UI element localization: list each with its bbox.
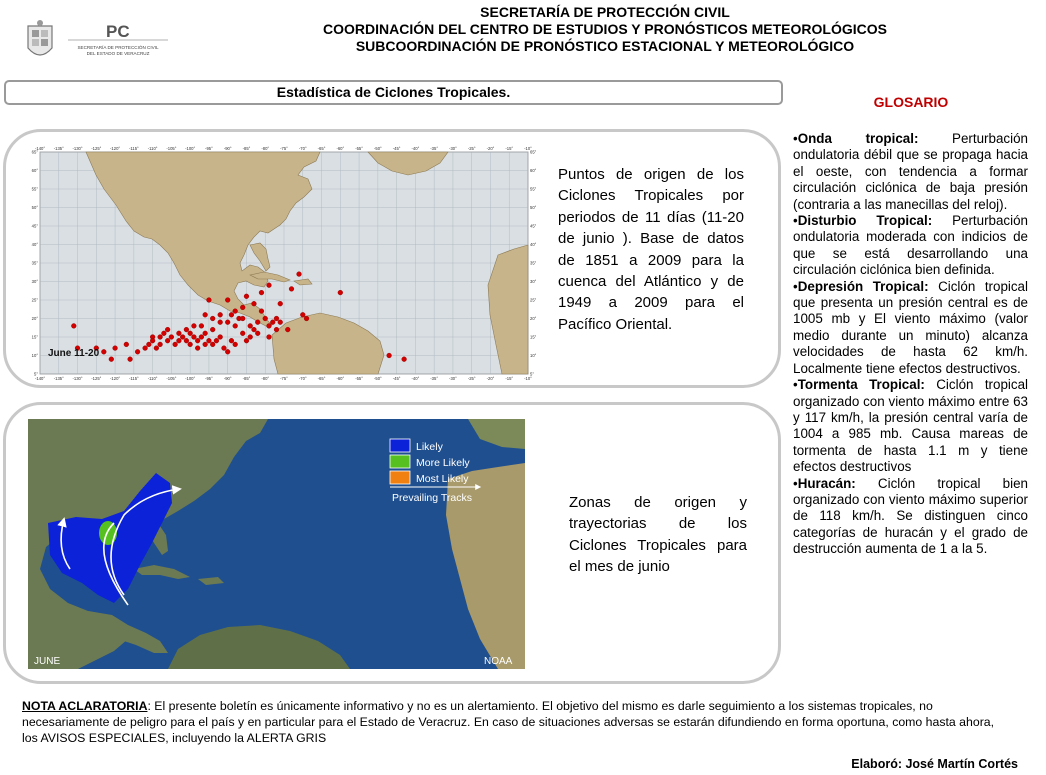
origin-dot	[195, 338, 200, 343]
origin-dot	[169, 335, 174, 340]
origin-dot	[240, 316, 245, 321]
legend-more-likely: More Likely	[416, 457, 470, 469]
lon-tick-label: -10°	[524, 376, 532, 381]
map-source-label: NOAA	[484, 656, 513, 667]
origin-dot	[285, 327, 290, 332]
origin-dot	[203, 312, 208, 317]
lon-tick-label: -25°	[467, 376, 476, 381]
glossary-entry: •Onda tropical: Perturbación ondulatoria débil que se propaga hacia el oeste, con tendencia a formar circulación ciclónica de baja presión (contraria a las manecillas del reloj).	[793, 131, 1028, 212]
origin-dot	[158, 335, 163, 340]
origin-dot	[252, 301, 257, 306]
origin-dot	[135, 349, 140, 354]
origin-dot	[289, 287, 294, 292]
origin-dot	[278, 301, 283, 306]
genesis-zones-map	[28, 419, 525, 669]
origin-dot	[338, 290, 343, 295]
lon-tick-label: -140°	[34, 376, 46, 381]
lat-tick-label: 10°	[31, 353, 38, 358]
map-period-label: June 11-20	[48, 348, 100, 359]
pc-logo	[22, 18, 172, 68]
origin-dot	[188, 331, 193, 336]
lon-tick-label: -30°	[449, 376, 457, 381]
origin-dot	[278, 320, 283, 325]
origin-dot	[203, 342, 208, 347]
lat-tick-label: 25°	[530, 297, 537, 303]
map-month-label: JUNE	[34, 656, 61, 667]
author-credit: Elaboró: José Martín Cortés	[851, 757, 1018, 771]
origin-dot	[158, 342, 163, 347]
glossary-term: Depresión Tropical:	[797, 278, 929, 294]
lon-tick-label: -30°	[449, 146, 457, 151]
origin-dot	[255, 331, 260, 336]
header-line-1: SECRETARÍA DE PROTECCIÓN CIVIL	[480, 4, 730, 20]
origin-dot	[300, 312, 305, 317]
lon-tick-label: -65°	[317, 146, 326, 151]
lon-tick-label: -130°	[72, 376, 83, 381]
lat-tick-label: 30°	[530, 279, 537, 284]
lon-tick-label: -35°	[430, 146, 439, 151]
lat-tick-label: 10°	[530, 353, 537, 358]
origin-dot	[161, 331, 166, 336]
lon-tick-label: -125°	[91, 146, 102, 151]
glossary-definition: Ciclón tropical organizado con viento máximo entre 63 y 117 km/h, la presión central varía de 1004 a 985 mb. Causa mareas de tormenta de hasta 1.1 m y tiene efectos destructivos	[793, 377, 1028, 475]
origin-dot	[176, 338, 181, 343]
lon-tick-label: -105°	[166, 146, 177, 151]
lon-tick-label: -125°	[91, 376, 102, 381]
lon-tick-label: -120°	[110, 146, 121, 151]
origin-dot	[207, 338, 212, 343]
lon-tick-label: -105°	[166, 376, 177, 381]
lon-tick-label: -90°	[223, 376, 232, 381]
lat-tick-label: 40°	[530, 242, 537, 247]
legend-swatch-most-likely	[390, 471, 410, 484]
lon-tick-label: -75°	[280, 146, 288, 151]
lon-tick-label: -25°	[467, 146, 476, 151]
origin-dot	[267, 324, 272, 329]
glossary-entry: •Tormenta Tropical: Ciclón tropical organizado con viento máximo entre 63 y 117 km/h, la presión central varía de 1004 a 985 mb. Causa mareas de tormenta de hasta 1.1 m y tiene efectos destructivos	[793, 377, 1028, 475]
glossary-definition: Perturbación ondulatoria débil que se propaga hacia el oeste, con tendencia a formar circulación ciclónica de baja presión (contraria a las manecillas del reloj).	[793, 131, 1028, 212]
origin-dot	[199, 324, 204, 329]
lat-tick-label: 5°	[33, 371, 38, 377]
glossary-definition: Ciclón tropical que presenta un presión central es de 1005 mb y El viento máximo (valor medio durante un minuto) alcanza velocidades de hasta 62 km/h. Localmente tiene efectos destructivos.	[793, 278, 1028, 376]
origin-dot	[173, 342, 178, 347]
origin-dot	[267, 335, 272, 340]
glossary	[793, 131, 1028, 558]
lat-tick-label: 35°	[530, 260, 537, 266]
origin-dot	[240, 305, 245, 310]
origin-dot	[270, 320, 275, 325]
disclaimer-label: NOTA ACLARATORIA	[22, 699, 148, 713]
lon-tick-label: -130°	[72, 146, 83, 151]
lon-tick-label: -110°	[147, 376, 158, 381]
origin-dot	[128, 357, 133, 362]
lon-tick-label: -45°	[392, 146, 401, 151]
legend-prevailing-tracks: Prevailing Tracks	[392, 492, 472, 504]
origin-dot	[229, 312, 234, 317]
origin-dot	[259, 290, 264, 295]
origin-dot	[195, 346, 200, 351]
origin-dot	[244, 294, 249, 299]
lon-tick-label: -45°	[392, 376, 401, 381]
lon-tick-label: -70°	[298, 146, 307, 151]
glossary-entry: •Depresión Tropical: Ciclón tropical que presenta un presión central es de 1005 mb y El viento máximo (valor medio durante un minuto) alcanza velocidades de hasta 62 km/h. Localmente tiene efectos destructivos.	[793, 278, 1028, 376]
more-likely-zone	[99, 521, 117, 545]
lon-tick-label: -60°	[336, 376, 345, 381]
disclaimer-note	[22, 698, 1012, 746]
origin-dot	[263, 316, 268, 321]
glossary-definition: Ciclón tropical bien organizado con viento máximo superior de 118 km/h. Se distinguen cinco categorías de huracán y el grado de destrucción aumenta de 1 a la 5.	[793, 475, 1028, 557]
lat-tick-label: 15°	[31, 334, 38, 340]
lon-tick-label: -15°	[505, 146, 514, 151]
origin-dot	[150, 338, 155, 343]
lat-tick-label: 40°	[31, 242, 38, 247]
lon-tick-label: -35°	[430, 376, 439, 381]
lon-tick-label: -80°	[261, 146, 270, 151]
glossary-title: GLOSARIO	[873, 94, 949, 110]
page-title: Estadística de Ciclones Tropicales.	[4, 80, 783, 105]
lon-tick-label: -100°	[185, 146, 196, 151]
origin-dot	[165, 327, 170, 332]
legend-likely: Likely	[416, 441, 443, 453]
glossary-definition: Perturbación ondulatoria moderada con indicios de que se está desarrollando una circulación ciclónica bien definida.	[793, 213, 1028, 278]
lon-tick-label: -85°	[242, 146, 251, 151]
origin-dot	[225, 298, 230, 303]
lat-tick-label: 45°	[530, 223, 537, 229]
origin-dot	[244, 338, 249, 343]
lon-tick-label: -50°	[373, 376, 382, 381]
lat-tick-label: 55°	[31, 186, 38, 192]
lon-tick-label: -55°	[355, 146, 363, 151]
logo-subtitle-1: SECRETARÍA DE PROTECCIÓN CIVIL	[77, 45, 159, 50]
lat-tick-label: 60°	[31, 168, 38, 173]
lat-tick-label: 25°	[31, 297, 38, 303]
logo-subtitle-2: DEL ESTADO DE VERACRUZ	[86, 51, 150, 56]
lon-tick-label: -80°	[261, 376, 270, 381]
origin-dot	[248, 324, 253, 329]
logo-pc-text: PC	[106, 22, 130, 41]
lat-tick-label: 55°	[530, 186, 537, 192]
lon-tick-label: -95°	[205, 146, 213, 151]
lat-tick-label: 45°	[31, 223, 38, 229]
lat-tick-label: 15°	[530, 334, 537, 340]
origin-dot	[203, 331, 208, 336]
lat-tick-label: 60°	[530, 168, 537, 173]
origin-dot	[192, 335, 197, 340]
origin-dot	[113, 346, 118, 351]
glossary-term: Tormenta Tropical:	[797, 377, 925, 393]
legend-swatch-likely	[390, 439, 410, 452]
origin-points-map	[28, 145, 540, 381]
genesis-zones-description: Zonas de origen y trayectorias de los Ciclones Tropicales para el mes de junio	[569, 494, 747, 576]
lon-tick-label: -70°	[298, 376, 307, 381]
origin-dot	[154, 346, 159, 351]
origin-dot	[240, 331, 245, 336]
lon-tick-label: -135°	[53, 376, 64, 381]
header-line-2: COORDINACIÓN DEL CENTRO DE ESTUDIOS Y PRONÓSTICOS METEOROLÓGICOS	[323, 21, 887, 37]
origin-dot	[218, 312, 223, 317]
lat-tick-label: 35°	[31, 260, 38, 266]
lon-tick-label: -85°	[242, 376, 251, 381]
lon-tick-label: -115°	[128, 146, 139, 151]
origin-dot	[229, 338, 234, 343]
origin-dot	[180, 335, 185, 340]
lon-tick-label: -135°	[53, 146, 64, 151]
lat-tick-label: 20°	[530, 316, 537, 321]
origin-dot	[210, 316, 215, 321]
glossary-entry: •Disturbio Tropical: Perturbación ondulatoria moderada con indicios de que se está desarrollando una circulación ciclónica bien definida.	[793, 213, 1028, 278]
origin-dot	[199, 335, 204, 340]
lon-tick-label: -120°	[110, 376, 121, 381]
origin-dot	[184, 327, 189, 332]
origin-dot	[146, 342, 151, 347]
lon-tick-label: -10°	[524, 146, 532, 151]
lon-tick-label: -20°	[486, 146, 495, 151]
coat-of-arms-icon	[28, 20, 52, 55]
origin-dot	[387, 353, 392, 358]
lon-tick-label: -50°	[373, 146, 382, 151]
header-titles	[260, 4, 950, 55]
origin-dot	[218, 320, 223, 325]
legend-most-likely: Most Likely	[416, 473, 469, 485]
origin-dot	[124, 342, 129, 347]
lat-tick-label: 30°	[31, 279, 38, 284]
lon-tick-label: -95°	[205, 376, 213, 381]
origin-dot	[143, 346, 148, 351]
lon-tick-label: -60°	[336, 146, 345, 151]
lon-tick-label: -20°	[486, 376, 495, 381]
lat-tick-label: 50°	[530, 205, 537, 210]
origin-dot	[225, 320, 230, 325]
origin-dot	[297, 272, 302, 277]
origin-dot	[218, 335, 223, 340]
lat-tick-label: 5°	[530, 371, 535, 377]
glossary-entry: •Huracán: Ciclón tropical bien organizado con viento máximo superior de 118 km/h. Se distinguen cinco categorías de huracán y el grado de destrucción aumenta de 1 a la 5.	[793, 475, 1028, 557]
origin-dot	[402, 357, 407, 362]
disclaimer-text: : El presente boletín es únicamente informativo y no es un alertamiento. El objetivo del mismo es darle seguimiento a los sistemas tropicales, no necesariamente de peligro para el país y en particular para el Estado de Veracruz. En caso de situaciones adversas se estarán difundiendo en forma oportuna, como hasta ahora, los AVISOS ESPECIALES, incluyendo la ALERTA GRIS	[22, 699, 995, 745]
origin-dot	[165, 338, 170, 343]
origin-dot	[109, 357, 114, 362]
origin-dot	[222, 346, 227, 351]
origin-dot	[274, 327, 279, 332]
origin-dot	[233, 309, 238, 314]
glossary-term: Disturbio Tropical:	[797, 213, 933, 229]
lon-tick-label: -90°	[223, 146, 232, 151]
lon-tick-label: -100°	[185, 376, 196, 381]
origin-dot	[71, 324, 76, 329]
lat-tick-label: 65°	[31, 149, 38, 155]
origin-dot	[267, 283, 272, 288]
lon-tick-label: -40°	[411, 376, 420, 381]
origin-dot	[207, 298, 212, 303]
origin-dot	[259, 309, 264, 314]
lon-tick-label: -110°	[147, 146, 158, 151]
origin-dot	[274, 316, 279, 321]
header-line-3: SUBCOORDINACIÓN DE PRONÓSTICO ESTACIONAL Y METEOROLÓGICO	[355, 38, 855, 54]
lat-tick-label: 20°	[31, 316, 38, 321]
lon-tick-label: -40°	[411, 146, 420, 151]
origin-points-description: Puntos de origen de los Ciclones Tropicales por periodos de 11 días (11-20 de junio ). Base de datos de 1851 a 2009 para la cuenca del Atlántico y de 1949 a 2009 para el Pacífico Oriental.	[558, 166, 744, 333]
origin-dot	[210, 327, 215, 332]
origin-dot	[192, 324, 197, 329]
origin-dot	[176, 331, 181, 336]
origin-dot	[252, 327, 257, 332]
origin-dot	[101, 349, 106, 354]
lon-tick-label: -55°	[355, 376, 363, 381]
lon-tick-label: -115°	[128, 376, 139, 381]
origin-dot	[255, 320, 260, 325]
origin-dot	[188, 342, 193, 347]
origin-dot	[248, 335, 253, 340]
origin-dot	[184, 338, 189, 343]
origin-dot	[233, 324, 238, 329]
lon-tick-label: -65°	[317, 376, 326, 381]
origin-dot	[210, 342, 215, 347]
lon-tick-label: -75°	[280, 376, 288, 381]
origin-dot	[214, 338, 219, 343]
glossary-term: Onda tropical:	[797, 131, 919, 146]
lat-tick-label: 50°	[31, 205, 38, 210]
origin-dot	[233, 342, 238, 347]
origin-dot	[304, 316, 309, 321]
legend-swatch-more-likely	[390, 455, 410, 468]
origin-dot	[225, 349, 230, 354]
glossary-term: Huracán:	[797, 475, 856, 491]
lon-tick-label: -140°	[34, 146, 46, 151]
lat-tick-label: 65°	[530, 149, 537, 155]
lon-tick-label: -15°	[505, 376, 514, 381]
